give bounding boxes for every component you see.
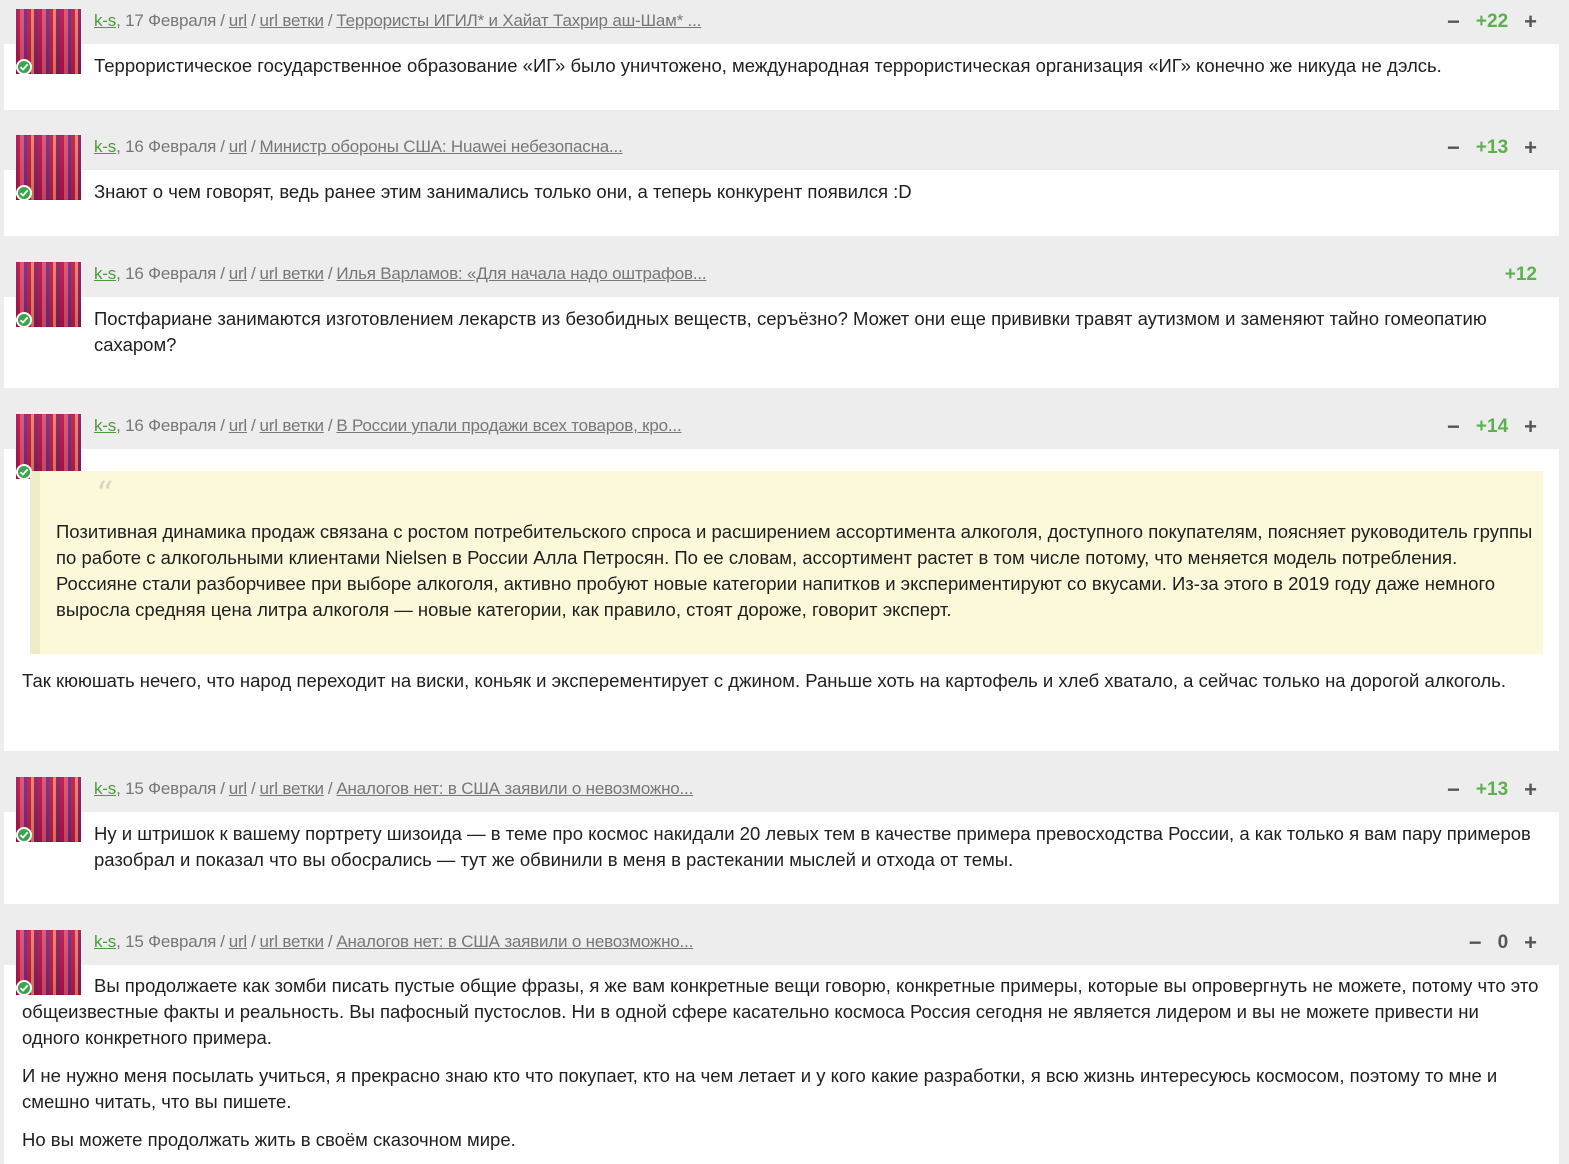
comment-date: 15 Февраля [125,779,217,798]
comment-text: Постфариане занимаются изготовлением лекарств из безобидных веществ, серъёзно? Может они еще прививки травят аутизмом и заменяют тайно гомеопатию сахаром? [94,308,1487,355]
comment-body [94,306,1539,358]
comment-body [22,668,1539,694]
plus-icon[interactable]: + [1524,9,1537,34]
comment-date: 17 Февраля [125,11,217,30]
comment-paragraph: И не нужно меня посылать учиться, я прекрасно знаю кто что покупает, кто на чем летает и у кого какие разработки, я всю жизнь интересуюсь космосом, поэтому то мне и смешно читать, что вы пишете. [22,1065,1498,1112]
branch-url-link[interactable]: url ветки [259,264,324,283]
online-check-icon [16,464,32,480]
comment-meta: k-s, 17 Февраля / url / url ветки / Террористы ИГИЛ* и Хайат Тахрир аш-Шам* ... [94,11,702,30]
url-link[interactable]: url [228,779,248,798]
comment-text: Ну и штришок к вашему портрету шизоида — в теме про космос накидали 20 левых тем в качестве примера превосходства России, а как только я вам пару примеров разобрал и показал что вы обосрались — тут же обвинили в меня в растекании мыслей и отхода от темы. [94,823,1531,870]
topic-title-link[interactable]: Илья Варламов: «Для начала надо оштрафов... [336,264,707,283]
comment [4,0,1559,110]
author-link[interactable]: k-s [94,11,117,30]
comment-body [94,821,1539,873]
minus-icon[interactable]: − [1447,9,1460,34]
topic-title-link[interactable]: Аналогов нет: в США заявили о невозможно... [336,932,694,951]
branch-url-link[interactable]: url ветки [259,11,324,30]
online-check-icon [16,827,32,843]
comment-meta: k-s, 16 Февраля / url / url ветки / Илья Варламов: «Для начала надо оштрафов... [94,264,707,283]
branch-url-link[interactable]: url ветки [259,779,324,798]
topic-title-link[interactable]: Министр обороны США: Huawei небезопасна... [259,137,623,156]
comment-text: Так кююшать нечего, что народ переходит на виски, коньяк и эксперементирует с джином. Раньше хоть на картофель и хлеб хватало, а сейчас только на дорогой алкоголь. [22,670,1506,691]
comment-body [94,179,1539,205]
url-link[interactable]: url [228,416,248,435]
vote-controls [1447,10,1537,34]
online-check-icon [16,312,32,328]
minus-icon[interactable]: − [1468,930,1482,955]
online-check-icon [16,980,32,996]
vote-controls [1469,931,1537,955]
plus-icon[interactable]: + [1524,135,1537,160]
comment-body [22,973,1539,1153]
score: 0 [1497,932,1509,953]
minus-icon[interactable]: − [1447,414,1460,439]
score: +13 [1475,137,1509,158]
topic-title-link[interactable]: Аналогов нет: в США заявили о невозможно... [336,779,694,798]
quote-icon: “ [96,474,114,514]
score: +13 [1475,779,1509,800]
topic-title-link[interactable]: Террористы ИГИЛ* и Хайат Тахрир аш-Шам* ... [336,11,702,30]
comment [4,126,1559,236]
comment-text: Террористическое государственное образование «ИГ» было уничтожено, международная террористическая организация «ИГ» конечно же никуда не дэлсь. [94,55,1442,76]
comment-meta: k-s, 15 Февраля / url / url ветки / Аналогов нет: в США заявили о невозможно... [94,932,694,951]
author-link[interactable]: k-s [94,932,117,951]
author-link[interactable]: k-s [94,264,117,283]
url-link[interactable]: url [228,932,248,951]
vote-controls [1505,263,1537,287]
comment [4,253,1559,388]
plus-icon[interactable]: + [1524,930,1537,955]
comment [4,768,1559,904]
blockquote [30,471,1543,654]
url-link[interactable]: url [228,264,248,283]
online-check-icon [16,185,32,201]
vote-controls [1447,778,1537,802]
vote-controls [1447,136,1537,160]
comment-meta: k-s, 16 Февраля / url / Министр обороны США: Huawei небезопасна... [94,137,623,156]
plus-icon[interactable]: + [1524,414,1537,439]
author-link[interactable]: k-s [94,137,117,156]
comment-date: 16 Февраля [125,264,217,283]
online-check-icon [16,59,32,75]
branch-url-link[interactable]: url ветки [259,416,324,435]
comment-date: 16 Февраля [125,416,217,435]
url-link[interactable]: url [228,11,248,30]
topic-title-link[interactable]: В России упали продажи всех товаров, кро... [336,416,682,435]
branch-url-link[interactable]: url ветки [259,932,324,951]
minus-icon[interactable]: − [1447,135,1460,160]
comment [4,405,1559,751]
plus-icon[interactable]: + [1524,777,1537,802]
comment-meta: k-s, 15 Февраля / url / url ветки / Аналогов нет: в США заявили о невозможно... [94,779,694,798]
quote-text: Позитивная динамика продаж связана с ростом потребительского спроса и расширением ассортимента алкоголя, доступного покупателям, поясняет руководитель группы по работе с алкогольными клиентами Nielsen в России Алла Петросян. По ее словам, ассортимент растет в том числе потому, что меняется модель потребления. Россияне стали разборчивее при выборе алкоголя, активно пробуют новые категории напитков и экспериментируют со вкусами. Из-за этого в 2019 году даже немного выросла средняя цена литра алкоголя — новые категории, как правило, стоят дороже, говорит эксперт. [56,521,1533,620]
comment-date: 16 Февраля [125,137,217,156]
url-link[interactable]: url [228,137,248,156]
comment-text: Знают о чем говорят, ведь ранее этим занимались только они, а теперь конкурент появился :D [94,181,912,202]
score: +14 [1475,416,1509,437]
vote-controls [1447,415,1537,439]
comment [4,921,1559,1164]
minus-icon[interactable]: − [1447,777,1460,802]
author-link[interactable]: k-s [94,416,117,435]
score: +22 [1475,11,1509,32]
score: +12 [1504,264,1537,285]
comment-paragraph: Вы продолжаете как зомби писать пустые общие фразы, я же вам конкретные вещи говорю, конкретные примеры, которые вы опровергнуть не можете, потому что это общеизвестные факты и реальность. Вы пафосный пустослов. Ни в одной сфере касательно космоса Россия сегодня не является лидером и вы не можете привести ни одного конкретного примера. [22,975,1539,1048]
comment-date: 15 Февраля [125,932,217,951]
comment-meta: k-s, 16 Февраля / url / url ветки / В России упали продажи всех товаров, кро... [94,416,682,435]
author-link[interactable]: k-s [94,779,117,798]
comment-paragraph: Но вы можете продолжать жить в своём сказочном мире. [22,1129,516,1150]
comment-body [94,53,1539,79]
